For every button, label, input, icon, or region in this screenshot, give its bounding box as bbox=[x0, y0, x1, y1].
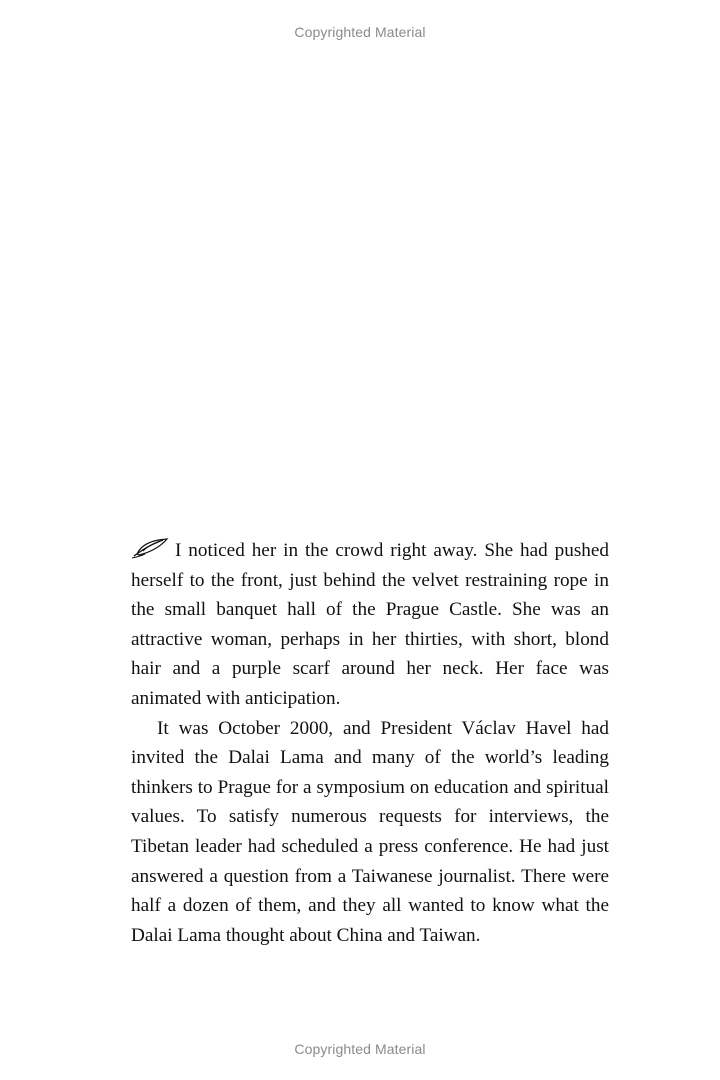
second-paragraph: It was October 2000, and President Václav Havel had invited the Dalai Lama and many of the world’s leading thinkers to Prague for a symposium on education and spiritual values. To satisfy numerous requests for interviews, the Tibetan leader had scheduled a press conference. He had just answered a question from a Taiwanese journalist. There were half a dozen of them, and they all wanted to know what the Dalai Lama thought about China and Taiwan. bbox=[131, 717, 609, 946]
copyright-watermark-top: Copyrighted Material bbox=[294, 24, 426, 40]
leaf-ornament-icon bbox=[131, 537, 171, 559]
opening-paragraph-text: I noticed her in the crowd right away. She had pushed herself to the front, just behind the velvet restraining rope in the small banquet hall of the Prague Castle. She was an attractive woman, perhaps in her thirties, with short, blond hair and a purple scarf around her neck. Her face was animated with anticipation. bbox=[131, 540, 609, 709]
opening-paragraph bbox=[131, 536, 609, 714]
chapter-body bbox=[131, 536, 609, 950]
copyright-watermark-bottom: Copyrighted Material bbox=[294, 1041, 426, 1057]
